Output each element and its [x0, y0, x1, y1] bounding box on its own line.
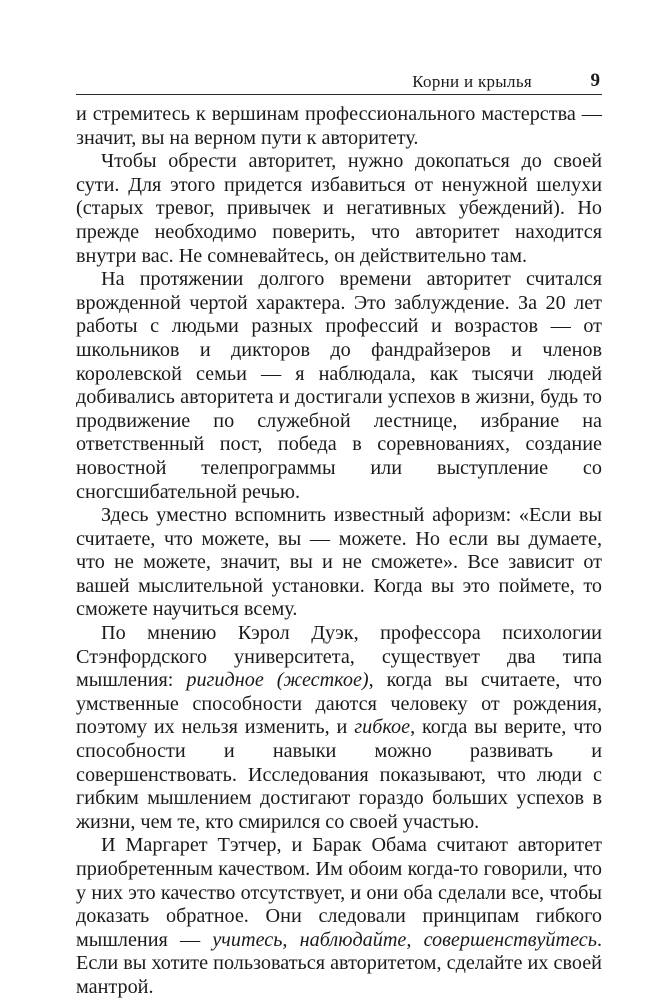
running-head	[76, 68, 602, 95]
paragraph-6-text-1: И Маргарет Тэтчер, и Барак Обама считают авторитет приобретенным качеством. Им обоим когда-то говорили, что у них это качество отсутствует, и они оба сделали все, чтобы доказать обратное. Они следовали принципам гибкого мышления —	[76, 834, 602, 951]
paragraph-5-text-3: , когда вы верите, что способности и навыки можно развивать и совершенствовать. Исследования показывают, что люди с гибким мышлением достигают гораздо больших успехов в жизни, чем те, кто смирился со своей участью.	[76, 716, 602, 833]
running-title: Корни и крылья	[412, 72, 532, 91]
paragraph-3: На протяжении долгого времени авторитет считался врожденной чертой характера. Это заблуждение. За 20 лет работы с людьми разных профессий и возрастов — от школьников и дикторов до фандрайзеров и членов королевской семьи — я наблюдала, как тысячи людей добивались авторитета и достигали успехов в жизни, будь то продвижение по служебной лестнице, избрание на ответственный пост, победа в соревнованиях, создание новостной телепрограммы или выступление со сногсшибательной речью.	[76, 268, 602, 503]
paragraph-2: Чтобы обрести авторитет, нужно докопаться до своей сути. Для этого придется избавиться от ненужной шелухи (старых тревог, привычек и негативных убеждений). Но прежде необходимо поверить, что авторитет находится внутри вас. Не сомневайтесь, он действительно там.	[76, 150, 602, 267]
paragraph-5	[76, 622, 602, 834]
paragraph-4: Здесь уместно вспомнить известный афоризм: «Если вы считаете, что можете, вы — можете. Но если вы думаете, что не можете, значит, вы и не сможете». Все зависит от вашей мыслительной установки. Когда вы это поймете, то сможете научиться всему.	[76, 504, 602, 621]
body-text	[76, 103, 602, 1000]
page-number: 9	[590, 70, 600, 91]
paragraph-1: и стремитесь к вершинам профессионального мастерства — значит, вы на верном пути к авторитету.	[76, 103, 602, 149]
paragraph-6-text-2: . Если вы хотите пользоваться авторитетом, сделайте их своей мантрой.	[76, 928, 602, 998]
paragraph-5-italic-flexible: гибкое	[354, 716, 411, 739]
paragraph-5-text-2: , когда вы считаете, что умственные способности даются человеку от рождения, поэтому их нельзя изменить, и	[76, 669, 602, 739]
paragraph-6-italic-mantra: учитесь, наблюдайте, совершенствуйтесь	[212, 928, 597, 951]
paragraph-5-text-1: По мнению Кэрол Дуэк, профессора психологии Стэнфордского университета, существует два типа мышления:	[76, 622, 602, 692]
paragraph-5-italic-rigid: ригидное (жесткое)	[186, 669, 369, 692]
paragraph-6	[76, 834, 602, 999]
